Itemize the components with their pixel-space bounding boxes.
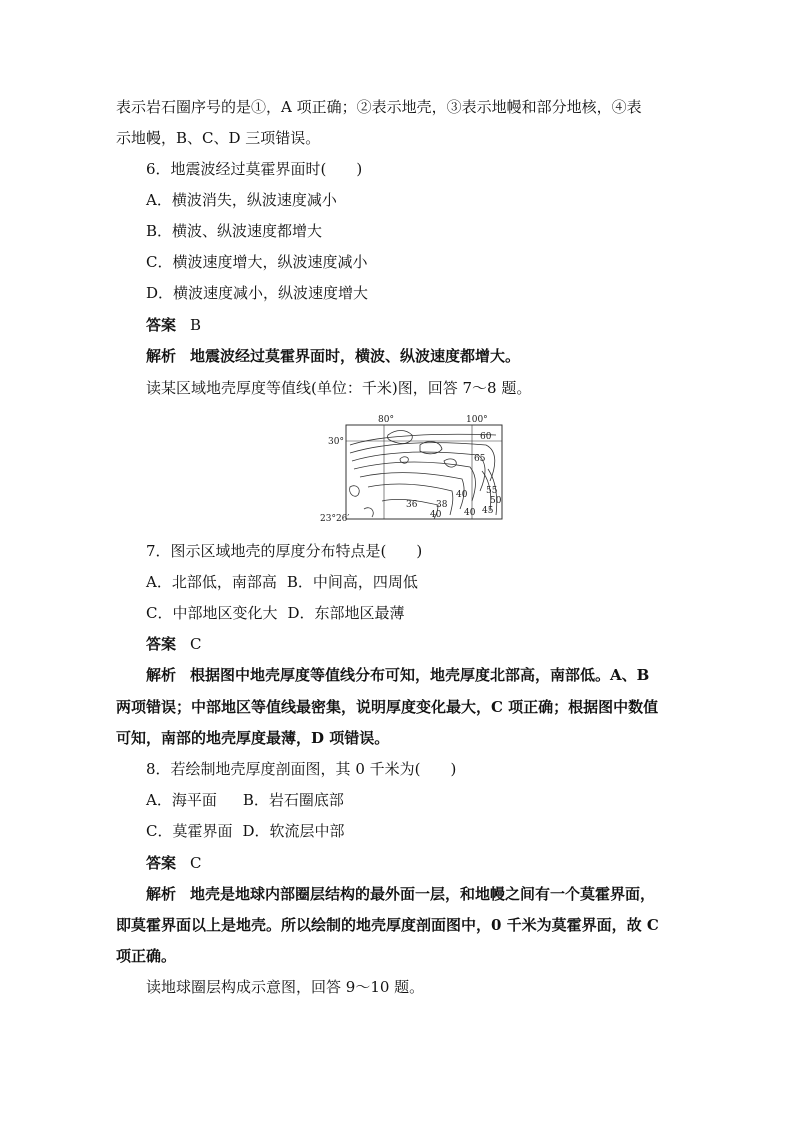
explanation-6 (146, 346, 716, 366)
options-7ab (146, 572, 716, 592)
answer-8 (146, 853, 716, 873)
options-7cd (146, 603, 716, 623)
option-7a: A．北部低，南部高 (146, 573, 277, 591)
intro-9-10: 读地球圈层构成示意图，回答 9～10 题。 (146, 978, 425, 996)
contour-label: 40 (456, 490, 468, 500)
option-7b: B．中间高，四周低 (286, 573, 418, 591)
answer-value: B (190, 316, 202, 334)
question-6: 6．地震波经过莫霍界面时( ) (146, 160, 363, 178)
contour-label: 38 (436, 500, 448, 510)
contour-label: 50 (490, 496, 502, 506)
answer-label: 答案 (146, 316, 177, 334)
option-6d: D．横波速度减小，纵波速度增大 (146, 284, 369, 302)
explanation-text: 根据图中地壳厚度等值线分布可知，地壳厚度北部高，南部低。A、B (190, 666, 650, 684)
contour-label: 40 (430, 510, 442, 520)
explanation-text: 地震波经过莫霍界面时，横波、纵波速度都增大。 (190, 347, 521, 365)
option-7c: C．中部地区变化大 (146, 604, 278, 622)
contour-label: 36 (406, 500, 418, 510)
option-8c: C．莫霍界面 (146, 822, 233, 840)
answer-label: 答案 (146, 854, 177, 872)
option-6b: B．横波、纵波速度都增大 (146, 222, 323, 240)
label-lon-100: 100° (466, 415, 488, 425)
contour-label: 40 (464, 508, 476, 518)
explanation-7 (146, 665, 680, 685)
contour-label: 65 (474, 454, 486, 464)
explanation-text: 地壳是地球内部圈层结构的最外面一层，和地幔之间有一个莫霍界面， (190, 885, 656, 903)
answer-6 (146, 315, 716, 335)
option-6c: C．横波速度增大，纵波速度减小 (146, 253, 368, 271)
explanation-label: 解析 (146, 347, 177, 365)
option-7d: D．东部地区最薄 (287, 604, 405, 622)
options-8cd (146, 821, 716, 841)
answer-value: C (190, 635, 202, 653)
answer-7 (146, 634, 716, 654)
option-8d: D．软流层中部 (242, 822, 345, 840)
label-lat-23: 23°26′ (320, 514, 350, 523)
contour-label: 60 (480, 432, 492, 442)
contour-lines (350, 431, 497, 520)
contour-label: 45 (482, 506, 494, 516)
text-line: 示地幔，B、C、D 三项错误。 (116, 129, 321, 147)
text-line: 可知，南部的地壳厚度最薄，D 项错误。 (116, 729, 390, 747)
option-8b: B．岩石圈底部 (242, 791, 344, 809)
answer-value: C (190, 854, 202, 872)
explanation-label: 解析 (146, 666, 177, 684)
explanation-label: 解析 (146, 885, 177, 903)
crust-thickness-contour-map (320, 411, 510, 523)
answer-label: 答案 (146, 635, 177, 653)
option-6a: A．横波消失，纵波速度减小 (146, 191, 337, 209)
option-8a: A．海平面 (146, 791, 217, 809)
map-frame (346, 425, 502, 519)
text-line: 即莫霍界面以上是地壳。所以绘制的地壳厚度剖面图中，0 千米为莫霍界面，故 C (116, 916, 659, 934)
intro-7-8: 读某区域地壳厚度等值线(单位：千米)图，回答 7～8 题。 (146, 379, 532, 397)
question-7: 7．图示区域地壳的厚度分布特点是( ) (146, 542, 423, 560)
text-line: 两项错误；中部地区等值线最密集，说明厚度变化最大，C 项正确；根据图中数值 (116, 698, 659, 716)
text-line: 项正确。 (116, 947, 177, 965)
options-8ab (146, 790, 716, 810)
question-8: 8．若绘制地壳厚度剖面图，其 0 千米为( ) (146, 760, 457, 778)
label-lat-30: 30° (328, 437, 344, 447)
label-lon-80: 80° (378, 415, 394, 425)
text-line: 表示岩石圈序号的是①，A 项正确；②表示地壳，③表示地幔和部分地核，④表 (116, 98, 642, 116)
explanation-8 (146, 884, 680, 904)
contour-label: 55 (486, 486, 498, 496)
